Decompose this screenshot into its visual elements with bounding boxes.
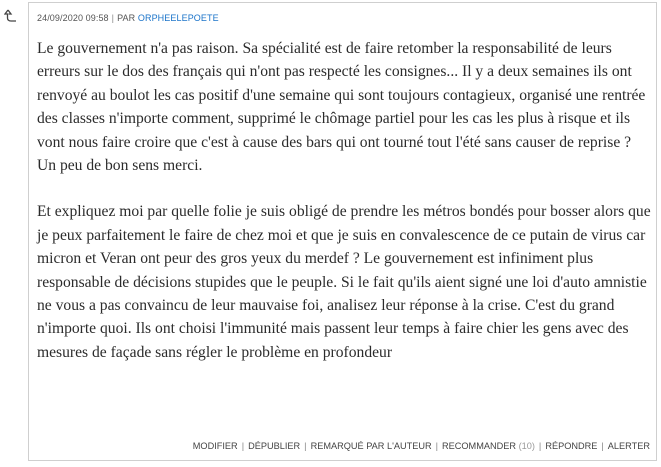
reply-link[interactable]: RÉPONDRE [545,441,598,451]
by-label: PAR [117,13,136,23]
comment-paragraph: Et expliquez moi par quelle folie je suis obligé de prendre les métros bondés pour bosser alors que je peux parfaitement le faire de chez moi et que je suis en convalescence de ce putain de virus car micron et Veran ont peur des gros yeux du merdef ? Le gouvernement est infiniment plus responsable de décisions stupides que le peuple. Si le fait qu'ils aient signé une loi d'auto amnistie ne vous a pas convaincu de leur mauvaise foi, analisez leur réponse à la crise. C'est du grand n'importe quoi. Ils ont choisi l'immunité mais passent leur temps à faire chier les gens avec des mesures de façade sans régler le problème en profondeur [37,203,651,361]
recommend-count: (10) [518,441,535,451]
author-noticed-link[interactable]: REMARQUÉ PAR L'AUTEUR [310,441,432,451]
recommend-label: RECOMMANDER [442,441,517,451]
author-link[interactable]: ORPHEELEPOETE [137,13,219,23]
comment-actions: MODIFIER | DÉPUBLIER | REMARQUÉ PAR L'AUTEUR | RECOMMANDER (10) | RÉPONDRE | ALERTER [192,441,650,451]
report-link[interactable]: ALERTER [607,441,650,451]
comment-paragraph: Le gouvernement n'a pas raison. Sa spécialité est de faire retomber la responsabilité de leurs erreurs sur le dos des français qui n'ont pas respecté les consignes... Il y a deux semaines ils ont renvoyé au boulot les cas positif d'une semaine qui sont toujours contagieux, organisé une rentrée des classes n'importe comment, supprimé le chômage partiel pour les cas les plus à risque et ils vont nous faire croire que c'est à cause des bars qui ont tourné tout l'été sans causer de reprise ? Un peu de bon sens merci. [37,40,646,175]
modify-link[interactable]: MODIFIER [192,441,238,451]
comment-meta: 24/09/2020 09:58 | PAR ORPHEELEPOETE [37,13,219,23]
comment-body [37,37,651,364]
reply-arrow-icon[interactable] [4,8,20,24]
comment-card [28,2,657,461]
recommend-link[interactable] [442,441,535,451]
comment-date: 24/09/2020 09:58 [37,13,109,23]
unpublish-link[interactable]: DÉPUBLIER [248,441,301,451]
